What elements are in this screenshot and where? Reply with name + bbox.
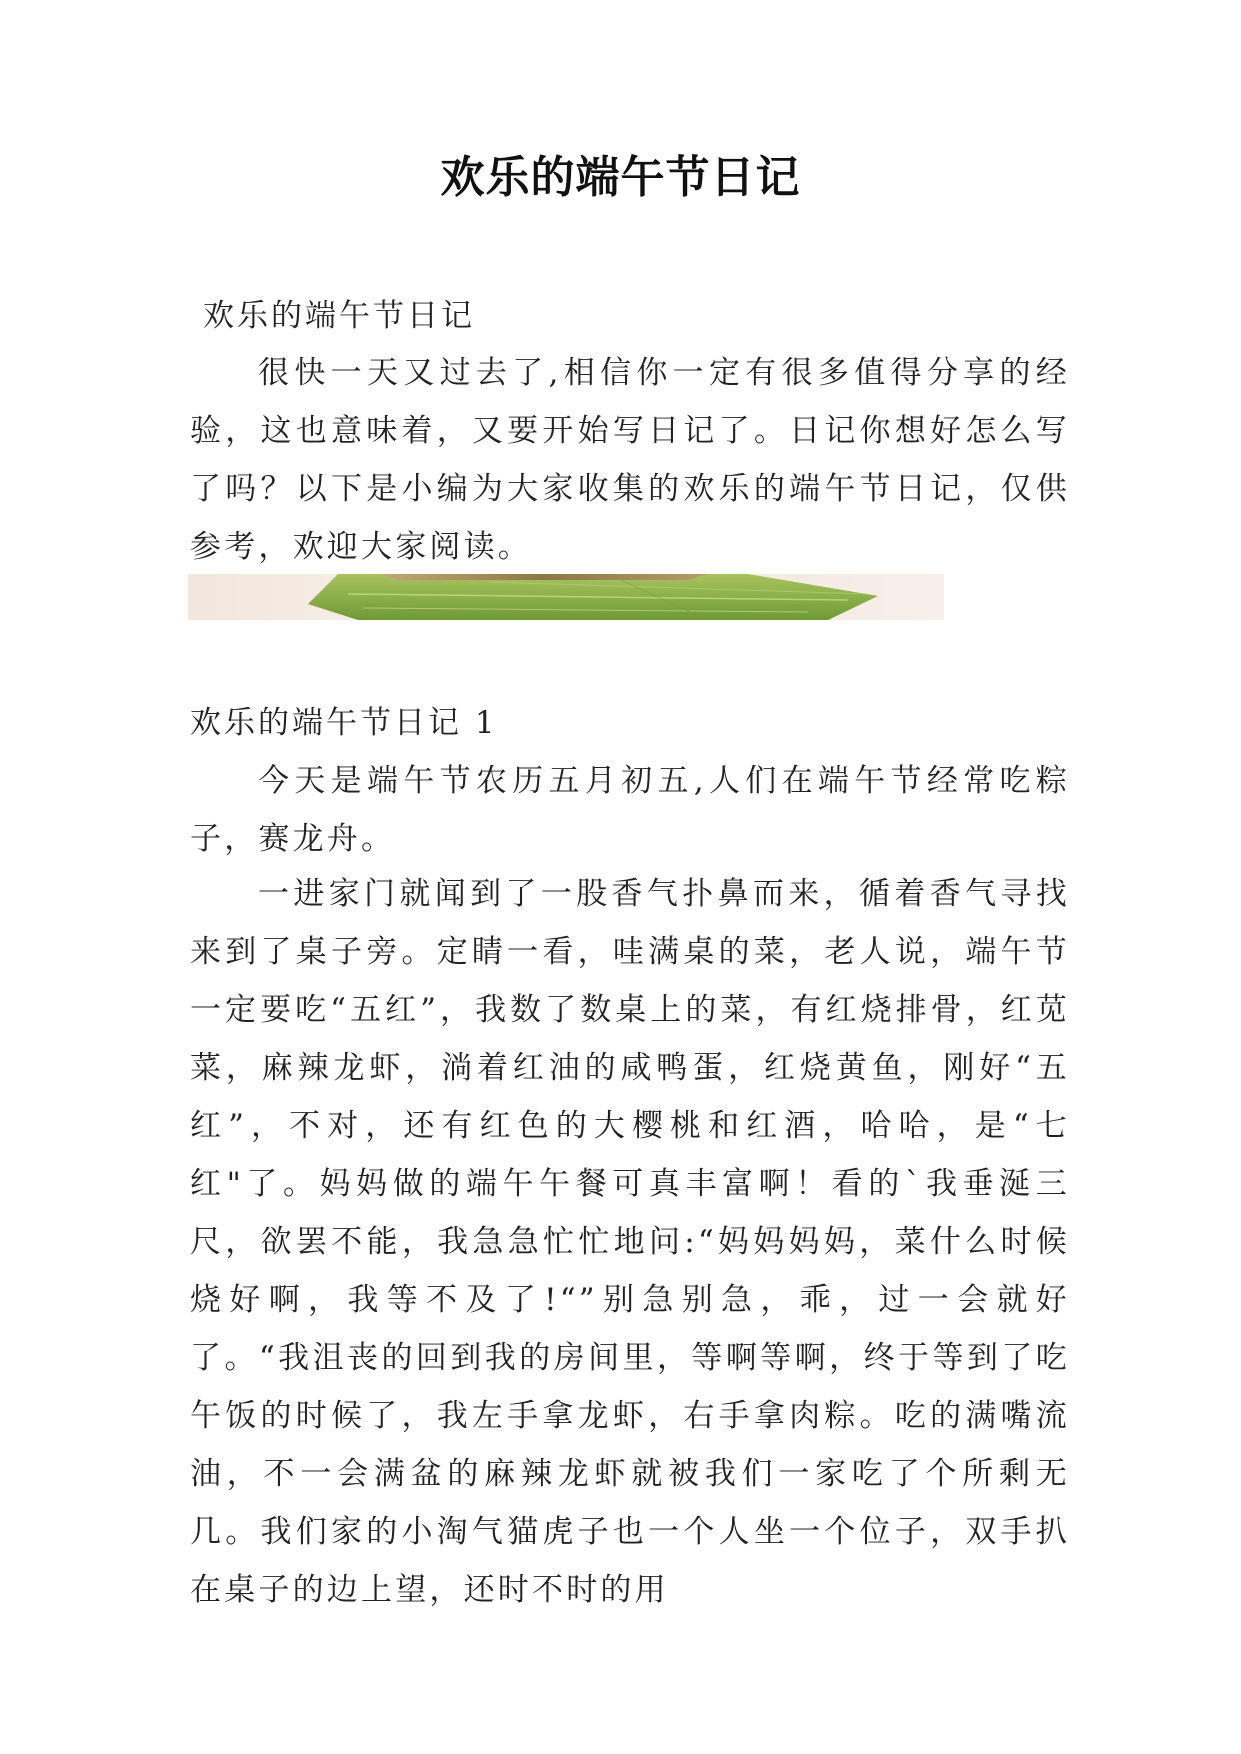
document-title: 欢乐的端午节日记: [440, 152, 801, 203]
section-heading: 欢乐的端午节日记 1: [190, 705, 498, 741]
intro-paragraph: 很快一天又过去了,相信你一定有很多值得分享的经验，这也意味着，又要开始写日记了。日记你想好怎么写了吗？以下是小编为大家收集的欢乐的端午节日记，仅供参考，欢迎大家阅读。: [190, 355, 1070, 565]
zongzi-leaf-illustration: [188, 574, 944, 620]
document-subtitle: 欢乐的端午节日记: [203, 298, 475, 334]
zongzi-leaf-image: [188, 574, 944, 620]
body-paragraph: 一进家门就闻到了一股香气扑鼻而来，循着香气寻找来到了桌子旁。定睛一看，哇满桌的菜，老人说，端午节一定要吃“五红”，我数了数桌上的菜，有红烧排骨，红苋菜，麻辣龙虾，淌着红油的咸鸭蛋，红烧黄鱼，刚好“五红”，不对，还有红色的大樱桃和红酒，哈哈，是“七红"了。妈妈做的端午午餐可真丰富啊！看的`我垂涎三尺，欲罢不能，我急急忙忙地问:“妈妈妈妈，菜什么时候烧好啊，我等不及了!“”别急别急，乖，过一会就好了。“我沮丧的回到我的房间里，等啊等啊，终于等到了吃午饭的时候了，我左手拿龙虾，右手拿肉粽。吃的满嘴流油，不一会满盆的麻辣龙虾就被我们一家吃了个所剩无几。我们家的小淘气猫虎子也一个人坐一个位子，双手扒在桌子的边上望，还时不时的用: [190, 876, 1070, 1608]
body-paragraph: 今天是端午节农历五月初五,人们在端午节经常吃粽子，赛龙舟。: [190, 763, 1070, 857]
